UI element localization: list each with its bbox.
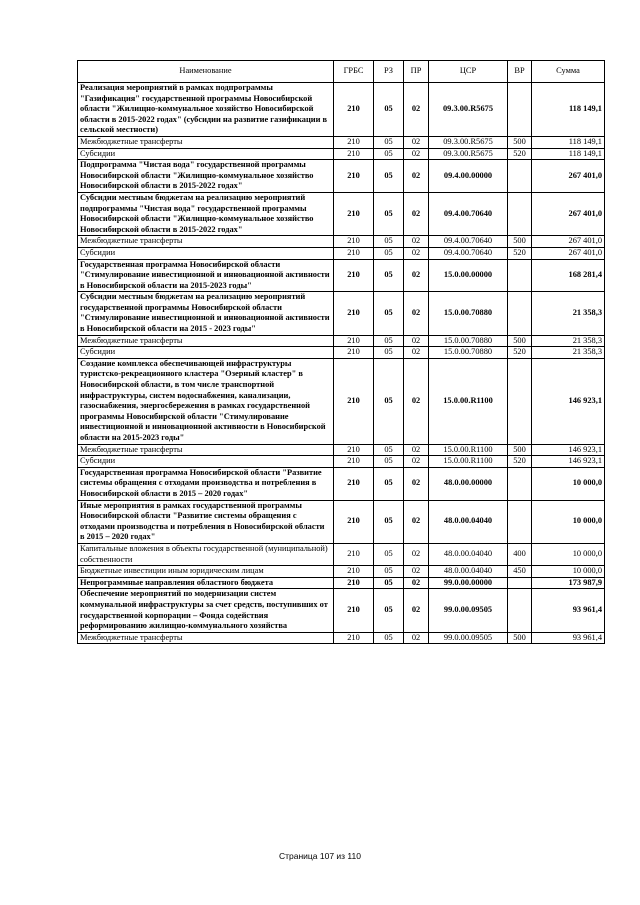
- cell-rz: 05: [374, 543, 404, 565]
- cell-sum: 21 358,3: [532, 292, 605, 335]
- cell-rz: 05: [374, 236, 404, 248]
- cell-grbs: 210: [334, 358, 374, 444]
- cell-sum: 146 923,1: [532, 456, 605, 468]
- cell-csr: 15.0.00.70880: [429, 347, 508, 359]
- cell-pr: 02: [404, 192, 429, 235]
- table-row: [78, 566, 605, 578]
- table-row: [78, 148, 605, 160]
- cell-pr: 02: [404, 467, 429, 500]
- cell-vr: 520: [508, 247, 532, 259]
- cell-name: Межбюджетные трансферты: [78, 335, 334, 347]
- cell-grbs: 210: [334, 467, 374, 500]
- cell-csr: 09.3.00.R5675: [429, 136, 508, 148]
- cell-sum: 10 000,0: [532, 467, 605, 500]
- table-row: [78, 192, 605, 235]
- table-row: [78, 467, 605, 500]
- cell-pr: 02: [404, 292, 429, 335]
- table-header-row: [78, 61, 605, 83]
- cell-grbs: 210: [334, 566, 374, 578]
- table-body: [78, 83, 605, 644]
- cell-rz: 05: [374, 247, 404, 259]
- cell-sum: 21 358,3: [532, 335, 605, 347]
- cell-pr: 02: [404, 456, 429, 468]
- cell-name: Субсидии: [78, 456, 334, 468]
- cell-name: Субсидии местным бюджетам на реализацию мероприятий подпрограммы "Чистая вода" государственной программы Новосибирской области "Жилищно-коммунальное хозяйство Новосибирской области в 2015-2022 годах": [78, 192, 334, 235]
- cell-csr: 48.0.00.04040: [429, 500, 508, 543]
- table-row: [78, 358, 605, 444]
- cell-csr: 09.3.00.R5675: [429, 83, 508, 137]
- cell-pr: 02: [404, 444, 429, 456]
- cell-rz: 05: [374, 347, 404, 359]
- cell-rz: 05: [374, 192, 404, 235]
- cell-name: Субсидии: [78, 247, 334, 259]
- cell-name: Субсидии: [78, 347, 334, 359]
- cell-vr: [508, 160, 532, 193]
- table-row: [78, 444, 605, 456]
- cell-sum: 21 358,3: [532, 347, 605, 359]
- cell-pr: 02: [404, 589, 429, 632]
- cell-vr: 500: [508, 335, 532, 347]
- cell-grbs: 210: [334, 292, 374, 335]
- header-rz: РЗ: [374, 61, 404, 83]
- cell-grbs: 210: [334, 259, 374, 292]
- cell-name: Реализация мероприятий в рамках подпрограммы "Газификация" государственной программы Новосибирской области "Жилищно-коммунальное хозяйство Новосибирской области в 2015-2022 годах" (субсидии на развитие газификации в сельской местности): [78, 83, 334, 137]
- table-row: [78, 160, 605, 193]
- cell-grbs: 210: [334, 83, 374, 137]
- cell-pr: 02: [404, 632, 429, 644]
- cell-name: Создание комплекса обеспечивающей инфраструктуры туристско-рекреационного кластера "Озерный кластер" в Новосибирской области, в том числе транспортной инфраструктуры, систем водоснабжения, канализации, газоснабжения, энергосбережения в рамках государственной программы Новосибирской области "Стимулирование инвестиционной и инновационной активности в Новосибирской области на 2015-2023 годы": [78, 358, 334, 444]
- cell-vr: 520: [508, 456, 532, 468]
- cell-name: Подпрограмма "Чистая вода" государственной программы Новосибирской области "Жилищно-коммунальное хозяйство Новосибирской области в 2015-2022 годах": [78, 160, 334, 193]
- table-row: [78, 335, 605, 347]
- page-number: Страница 107 из 110: [279, 851, 361, 861]
- cell-name: Государственная программа Новосибирской области "Развитие системы обращения с отходами производства и потребления в Новосибирской области в 2015 – 2020 годах": [78, 467, 334, 500]
- cell-pr: 02: [404, 148, 429, 160]
- table-row: [78, 589, 605, 632]
- cell-grbs: 210: [334, 136, 374, 148]
- cell-name: Межбюджетные трансферты: [78, 632, 334, 644]
- cell-name: Государственная программа Новосибирской области "Стимулирование инвестиционной и инновационной активности в Новосибирской области на 2015-2023 годы": [78, 259, 334, 292]
- cell-rz: 05: [374, 160, 404, 193]
- cell-grbs: 210: [334, 236, 374, 248]
- cell-name: Субсидии местным бюджетам на реализацию мероприятий государственной программы Новосибирской области "Стимулирование инвестиционной и инновационной активности в Новосибирской области на 2015 - 2023 годы": [78, 292, 334, 335]
- cell-vr: [508, 192, 532, 235]
- cell-csr: 09.4.00.70640: [429, 192, 508, 235]
- cell-pr: 02: [404, 566, 429, 578]
- table-row: [78, 543, 605, 565]
- header-grbs: ГРБС: [334, 61, 374, 83]
- table-row: [78, 83, 605, 137]
- cell-rz: 05: [374, 577, 404, 589]
- cell-pr: 02: [404, 577, 429, 589]
- cell-vr: 520: [508, 347, 532, 359]
- cell-grbs: 210: [334, 632, 374, 644]
- cell-pr: 02: [404, 543, 429, 565]
- cell-pr: 02: [404, 160, 429, 193]
- cell-vr: 450: [508, 566, 532, 578]
- cell-grbs: 210: [334, 456, 374, 468]
- header-csr: ЦСР: [429, 61, 508, 83]
- cell-name: Обеспечение мероприятий по модернизации систем коммунальной инфраструктуры за счет средств, поступивших от государственной корпорации – Фонда содействия реформированию жилищно-коммунального хозяйства: [78, 589, 334, 632]
- cell-vr: 500: [508, 136, 532, 148]
- cell-rz: 05: [374, 259, 404, 292]
- cell-grbs: 210: [334, 444, 374, 456]
- cell-sum: 146 923,1: [532, 358, 605, 444]
- cell-csr: 15.0.00.R1100: [429, 358, 508, 444]
- cell-rz: 05: [374, 136, 404, 148]
- header-pr: ПР: [404, 61, 429, 83]
- table-row: [78, 456, 605, 468]
- cell-pr: 02: [404, 358, 429, 444]
- table-row: [78, 259, 605, 292]
- cell-vr: 520: [508, 148, 532, 160]
- cell-name: Межбюджетные трансферты: [78, 236, 334, 248]
- cell-rz: 05: [374, 83, 404, 137]
- budget-table: [77, 60, 605, 644]
- cell-csr: 15.0.00.70880: [429, 292, 508, 335]
- cell-csr: 15.0.00.R1100: [429, 456, 508, 468]
- table-row: [78, 292, 605, 335]
- cell-rz: 05: [374, 358, 404, 444]
- cell-csr: 09.3.00.R5675: [429, 148, 508, 160]
- cell-sum: 267 401,0: [532, 192, 605, 235]
- cell-sum: 10 000,0: [532, 543, 605, 565]
- cell-vr: [508, 292, 532, 335]
- cell-vr: [508, 577, 532, 589]
- cell-csr: 48.0.00.00000: [429, 467, 508, 500]
- table-row: [78, 347, 605, 359]
- cell-pr: 02: [404, 347, 429, 359]
- cell-sum: 118 149,1: [532, 148, 605, 160]
- cell-name: Капитальные вложения в объекты государственной (муниципальной) собственности: [78, 543, 334, 565]
- cell-sum: 10 000,0: [532, 500, 605, 543]
- cell-vr: 500: [508, 632, 532, 644]
- cell-csr: 99.0.00.09505: [429, 589, 508, 632]
- cell-pr: 02: [404, 500, 429, 543]
- cell-name: Межбюджетные трансферты: [78, 136, 334, 148]
- cell-csr: 15.0.00.00000: [429, 259, 508, 292]
- cell-grbs: 210: [334, 247, 374, 259]
- cell-vr: [508, 83, 532, 137]
- cell-vr: 500: [508, 236, 532, 248]
- header-name: Наименование: [78, 61, 334, 83]
- cell-sum: 118 149,1: [532, 83, 605, 137]
- cell-csr: 09.4.00.70640: [429, 236, 508, 248]
- cell-sum: 267 401,0: [532, 236, 605, 248]
- header-sum: Сумма: [532, 61, 605, 83]
- cell-vr: [508, 358, 532, 444]
- cell-rz: 05: [374, 566, 404, 578]
- cell-rz: 05: [374, 148, 404, 160]
- cell-rz: 05: [374, 632, 404, 644]
- cell-vr: [508, 589, 532, 632]
- cell-name: Иные мероприятия в рамках государственной программы Новосибирской области "Развитие системы обращения с отходами производства и потребления в Новосибирской области в 2015 – 2020 годах": [78, 500, 334, 543]
- cell-rz: 05: [374, 467, 404, 500]
- cell-rz: 05: [374, 335, 404, 347]
- cell-sum: 168 281,4: [532, 259, 605, 292]
- cell-csr: 09.4.00.70640: [429, 247, 508, 259]
- cell-grbs: 210: [334, 347, 374, 359]
- table-row: [78, 247, 605, 259]
- cell-grbs: 210: [334, 335, 374, 347]
- cell-vr: 500: [508, 444, 532, 456]
- cell-csr: 99.0.00.09505: [429, 632, 508, 644]
- table-row: [78, 577, 605, 589]
- cell-rz: 05: [374, 456, 404, 468]
- table-row: [78, 236, 605, 248]
- cell-pr: 02: [404, 83, 429, 137]
- cell-csr: 15.0.00.70880: [429, 335, 508, 347]
- cell-grbs: 210: [334, 148, 374, 160]
- cell-grbs: 210: [334, 577, 374, 589]
- cell-pr: 02: [404, 259, 429, 292]
- cell-name: Бюджетные инвестиции иным юридическим лицам: [78, 566, 334, 578]
- cell-sum: 118 149,1: [532, 136, 605, 148]
- cell-pr: 02: [404, 335, 429, 347]
- cell-grbs: 210: [334, 192, 374, 235]
- cell-vr: [508, 500, 532, 543]
- cell-sum: 93 961,4: [532, 632, 605, 644]
- cell-sum: 146 923,1: [532, 444, 605, 456]
- cell-sum: 267 401,0: [532, 160, 605, 193]
- cell-grbs: 210: [334, 500, 374, 543]
- cell-vr: [508, 467, 532, 500]
- cell-name: Непрограммные направления областного бюджета: [78, 577, 334, 589]
- cell-vr: 400: [508, 543, 532, 565]
- cell-sum: 267 401,0: [532, 247, 605, 259]
- cell-vr: [508, 259, 532, 292]
- cell-pr: 02: [404, 136, 429, 148]
- cell-grbs: 210: [334, 160, 374, 193]
- cell-csr: 15.0.00.R1100: [429, 444, 508, 456]
- cell-csr: 48.0.00.04040: [429, 566, 508, 578]
- cell-pr: 02: [404, 236, 429, 248]
- table-row: [78, 500, 605, 543]
- cell-csr: 99.0.00.00000: [429, 577, 508, 589]
- cell-rz: 05: [374, 589, 404, 632]
- cell-name: Межбюджетные трансферты: [78, 444, 334, 456]
- cell-rz: 05: [374, 444, 404, 456]
- cell-csr: 48.0.00.04040: [429, 543, 508, 565]
- cell-csr: 09.4.00.00000: [429, 160, 508, 193]
- cell-name: Субсидии: [78, 148, 334, 160]
- cell-sum: 93 961,4: [532, 589, 605, 632]
- cell-grbs: 210: [334, 543, 374, 565]
- cell-sum: 10 000,0: [532, 566, 605, 578]
- table-row: [78, 136, 605, 148]
- cell-grbs: 210: [334, 589, 374, 632]
- header-vr: ВР: [508, 61, 532, 83]
- cell-rz: 05: [374, 500, 404, 543]
- table-row: [78, 632, 605, 644]
- cell-sum: 173 987,9: [532, 577, 605, 589]
- cell-pr: 02: [404, 247, 429, 259]
- cell-rz: 05: [374, 292, 404, 335]
